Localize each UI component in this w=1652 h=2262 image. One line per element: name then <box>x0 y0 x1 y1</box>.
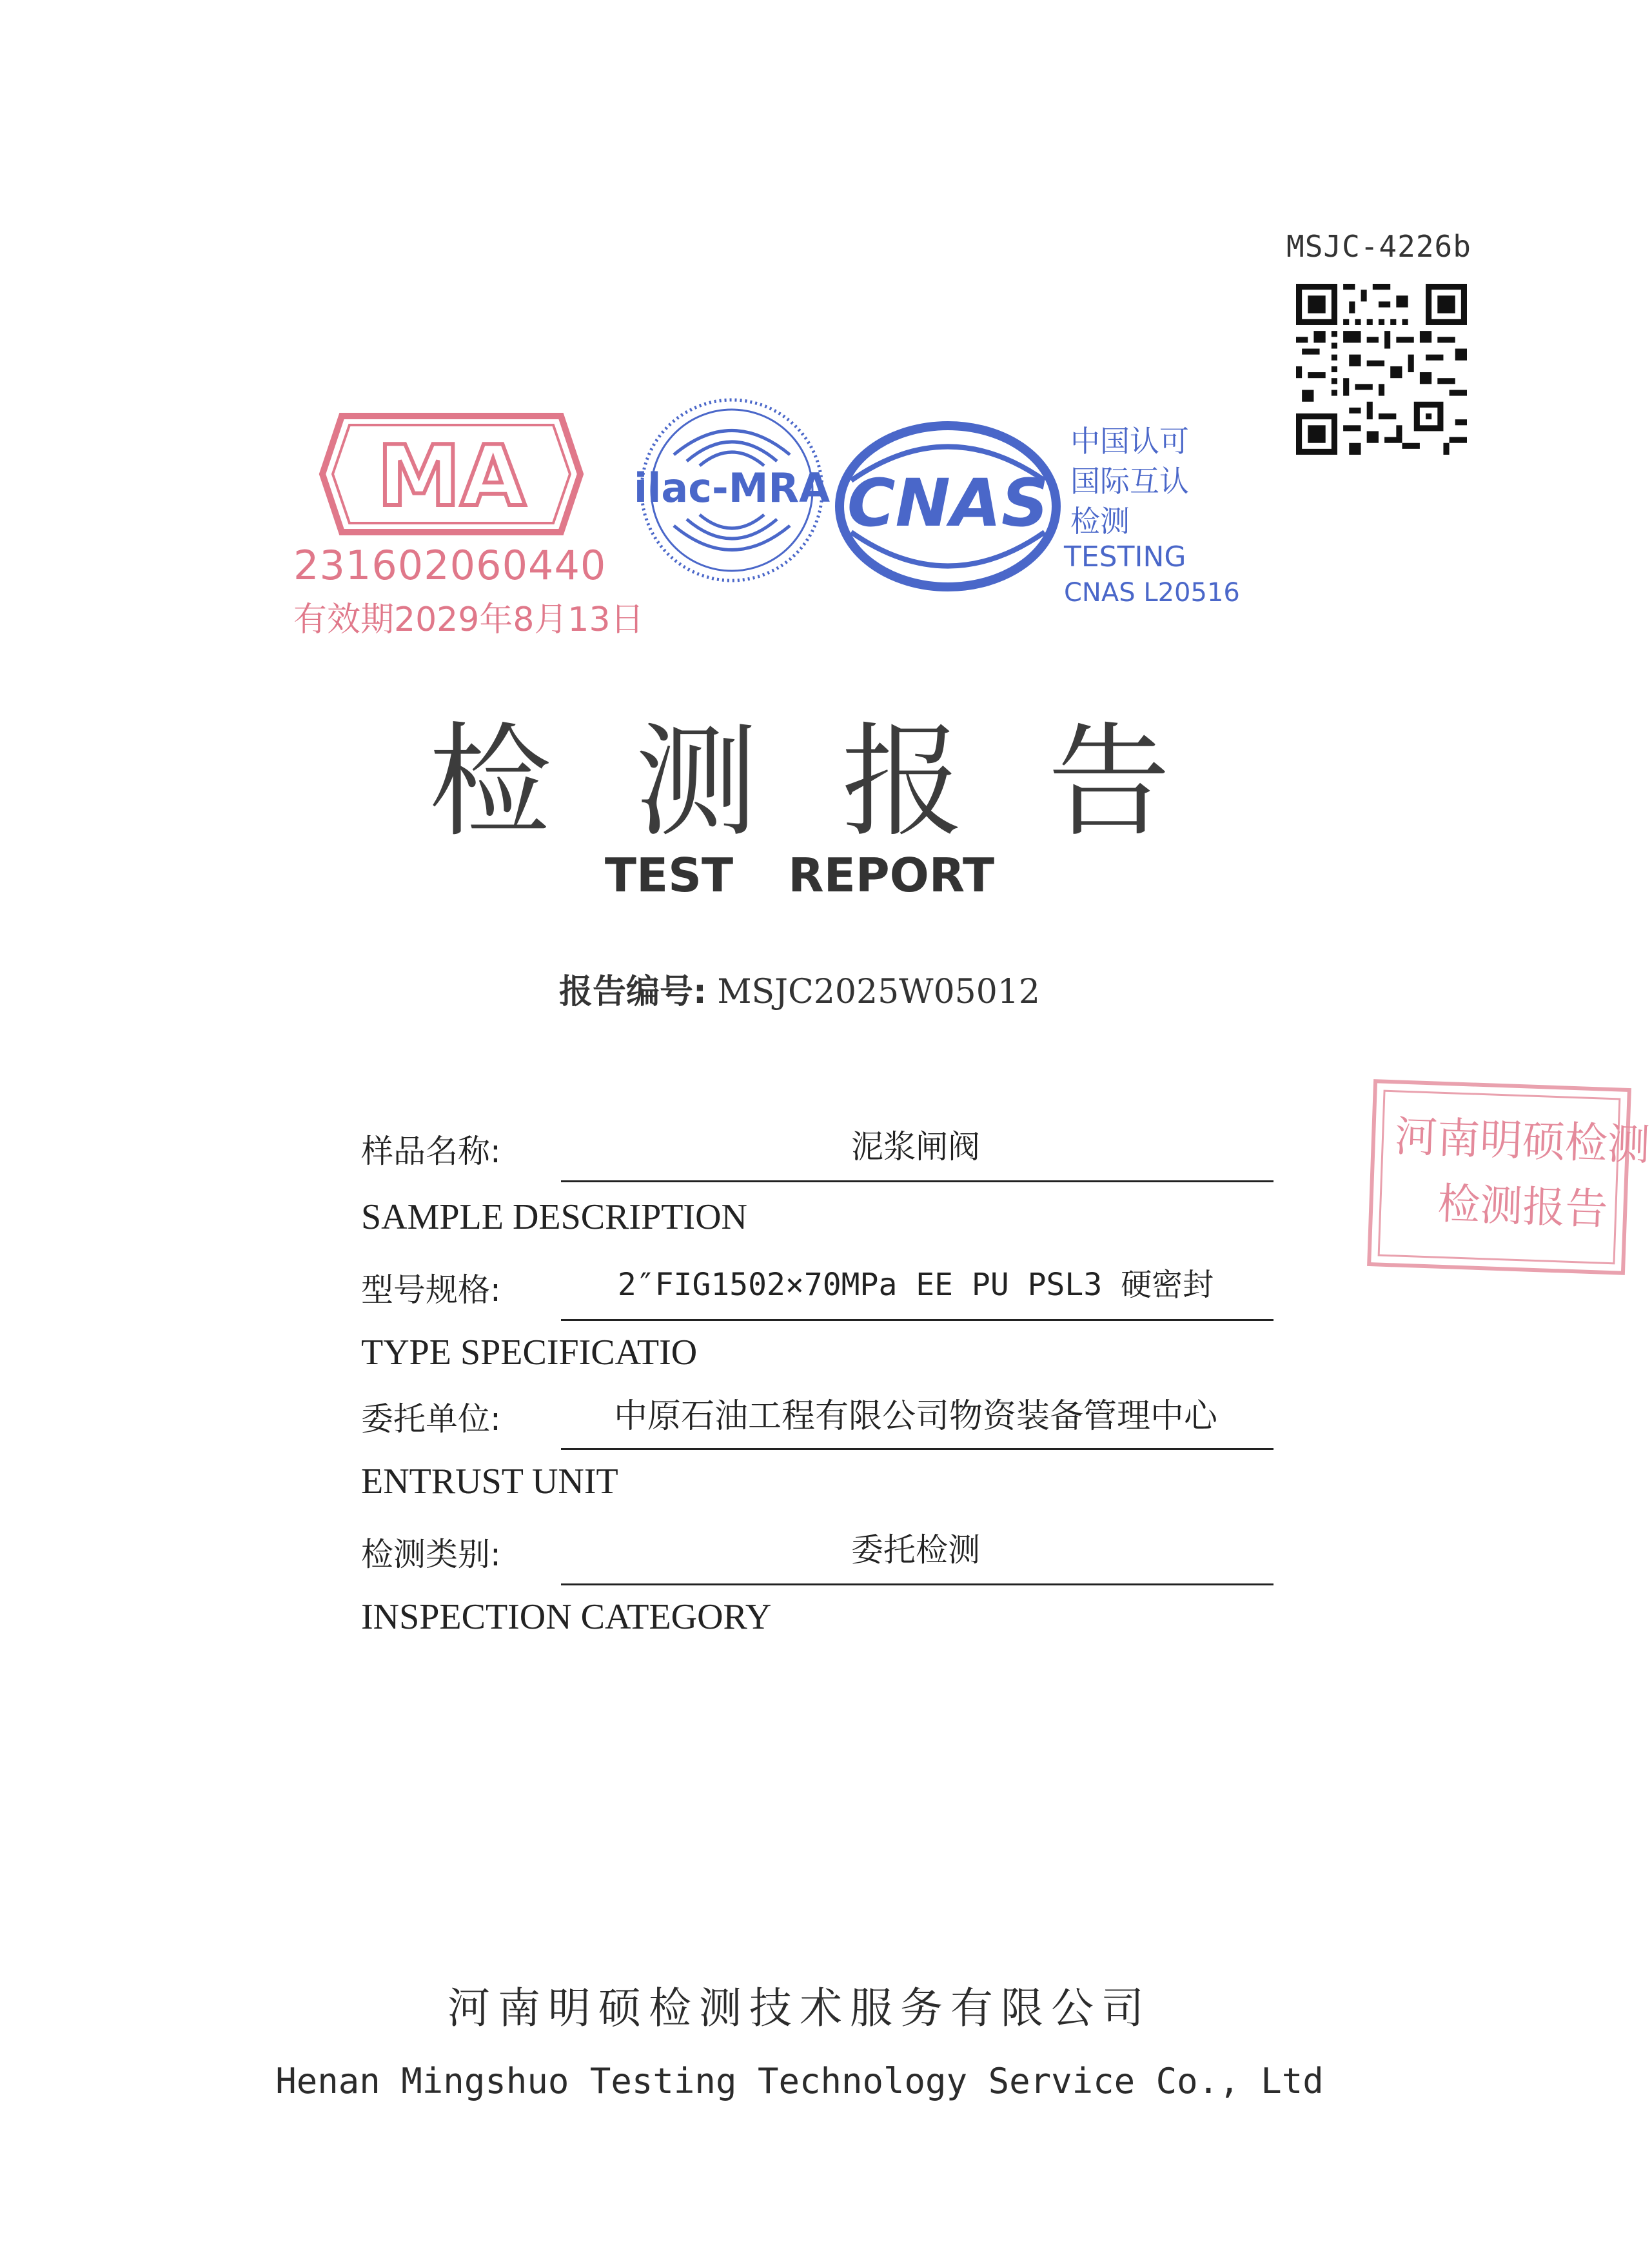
company-name-en: Henan Mingshuo Testing Technology Service Co., Ltd <box>275 2061 1324 2101</box>
report-number-row <box>0 964 1599 1013</box>
cnas-seal-icon <box>832 419 1064 593</box>
ilac-mark-text: ilac-MRA <box>633 464 831 511</box>
sample-name-value: 泥浆闸阀 <box>851 1128 980 1166</box>
side-seal-line-1: 河南明硕检测 <box>1393 1111 1651 1171</box>
inspection-category-value: 委托检测 <box>851 1531 980 1569</box>
field-underline <box>561 1583 1273 1585</box>
cnas-cn-line-2: 国际互认 <box>1070 464 1189 499</box>
cnas-cn-line-1: 中国认可 <box>1070 424 1189 459</box>
entrust-unit-en-label: ENTRUST UNIT <box>361 1462 618 1502</box>
company-name-cn: 河南明硕检测技术服务有限公司 <box>447 1983 1152 2033</box>
sample-description-label: SAMPLE DESCRIPTION <box>361 1197 747 1237</box>
ma-validity-date: 有效期2029年8月13日 <box>293 600 644 639</box>
cnas-mark-text: CNAS <box>847 465 1049 542</box>
qr-code-icon <box>1296 284 1467 455</box>
report-number-value: MSJC2025W05012 <box>717 973 1041 1011</box>
inspection-category-en-label: INSPECTION CATEGORY <box>361 1597 772 1637</box>
report-title-cn: 检测报告 <box>428 711 1254 853</box>
sample-name-label: 样品名称: <box>361 1133 501 1170</box>
cnas-cn-line-3: 检测 <box>1070 504 1130 539</box>
ma-mark-text: MA <box>377 427 526 525</box>
field-underline <box>561 1180 1273 1182</box>
ma-seal-icon <box>316 410 587 539</box>
cnas-en-line-1: TESTING <box>1064 541 1186 573</box>
entrust-unit-value: 中原石油工程有限公司物资装备管理中心 <box>613 1397 1217 1436</box>
ma-certificate-number: 231602060440 <box>293 542 607 589</box>
type-spec-label: 型号规格: <box>361 1271 501 1309</box>
side-seal-line-2: 检测报告 <box>1437 1178 1609 1235</box>
ilac-mra-seal-icon <box>635 393 829 587</box>
inspection-category-label: 检测类别: <box>361 1536 501 1573</box>
field-underline <box>561 1448 1273 1450</box>
document-code: MSJC-4226b <box>1286 229 1471 264</box>
report-number-label: 报告编号: <box>558 973 707 1011</box>
field-underline <box>561 1319 1273 1321</box>
type-specification-label: TYPE SPECIFICATIO <box>361 1333 698 1373</box>
cnas-accreditation-number: CNAS L20516 <box>1064 578 1240 608</box>
type-spec-value: 2″FIG1502×70MPa EE PU PSL3 硬密封 <box>617 1267 1214 1303</box>
side-seal-stamp <box>1367 1079 1651 1275</box>
report-title-en: TEST REPORT <box>604 848 995 902</box>
entrust-unit-label: 委托单位: <box>361 1400 501 1438</box>
